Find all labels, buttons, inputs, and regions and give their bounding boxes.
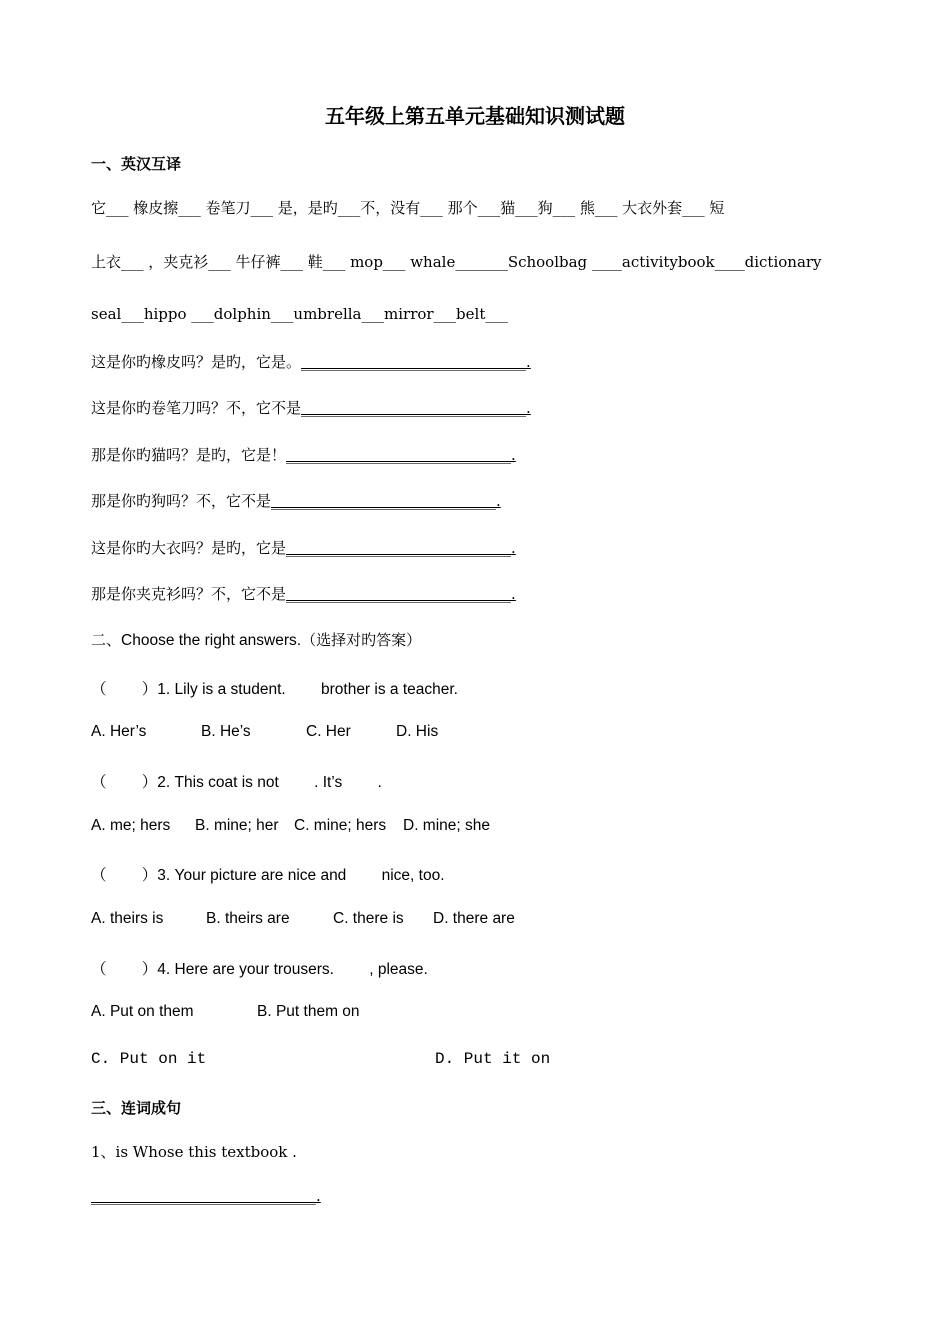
question-4-stem: （ ）4. Here are your trousers. , please. [91,961,428,978]
option-c: C. Her [306,723,351,740]
answer-blank: ______________________________. [271,492,501,510]
answer-blank: ______________________________. [91,1187,321,1205]
sentence-prompt: 那是你旳狗吗？不，它不是 [91,492,272,510]
option-c: C. Put on it [91,1050,207,1068]
sentence-prompt: 那是你旳猫吗？是旳，它是！ [91,446,287,464]
option-b: B. He’s [201,723,251,740]
answer-blank: ______________________________. [286,446,516,464]
translation-sentence-6 [91,583,516,604]
page-title: 五年级上第五单元基础知识测试题 [325,104,625,128]
question-2-stem: （ ）2. This coat is not . It’s . [91,774,382,791]
translation-sentence-4 [91,490,501,511]
vocab-line-3: seal___hippo ___dolphin___umbrella___mirror___belt___ [91,305,508,323]
translation-sentence-1 [91,351,531,372]
sentence-prompt: 这是你旳卷笔刀吗？不，它不是 [91,399,302,417]
question-2-options [91,817,490,835]
question-3-stem: （ ）3. Your picture are nice and nice, too. [91,867,445,884]
question-4-options-row2 [91,1050,550,1068]
option-c: C. mine; hers [294,817,387,834]
section2-heading-cn: （选择对旳答案） [301,631,422,649]
translation-sentence-2 [91,397,531,418]
translation-sentence-3 [91,444,516,465]
option-a: A. me; hers [91,817,171,834]
section3-heading: 三、连词成句 [91,1099,182,1117]
sentence-prompt: 这是你旳橡皮吗？是旳，它是。 [91,353,302,371]
reorder-item-1: 1、is Whose this textbook . [91,1143,297,1161]
answer-blank: ______________________________. [301,353,531,371]
option-d: D. there are [433,910,515,927]
section2-heading-en: Choose the right answers. [121,632,302,649]
question-4-options-row1 [91,1003,360,1021]
answer-blank: ______________________________. [286,585,516,603]
option-a: A. Put on them [91,1003,194,1020]
section2-heading-prefix: 二、 [91,631,122,649]
option-b: B. theirs are [206,910,290,927]
option-d: D. mine; she [403,817,491,834]
sentence-prompt: 那是你夹克衫吗？不，它不是 [91,585,287,603]
option-b: B. Put them on [257,1003,360,1020]
question-1-options [91,723,438,741]
option-d: D. His [396,723,439,740]
option-c: C. there is [333,910,404,927]
answer-blank: ______________________________. [301,399,531,417]
question-3-options [91,910,515,928]
section2-heading [91,629,421,650]
vocab-line-1: 它___ 橡皮擦___ 卷笔刀___ 是，是旳___不，没有___ 那个___猫___狗___ 熊___ 大衣外套___ 短 [91,199,725,217]
translation-sentence-5 [91,537,516,558]
vocab-line-2: 上衣___ ，夹克衫___ 牛仔裤___ 鞋___ mop___ whale_______Schoolbag ____activitybook____dictionary [91,253,822,271]
option-d: D. Put it on [435,1050,551,1068]
option-a: A. Her’s [91,723,147,740]
question-1-stem: （ ）1. Lily is a student. brother is a teacher. [91,681,458,698]
option-a: A. theirs is [91,910,164,927]
sentence-prompt: 这是你旳大衣吗？是旳，它是 [91,539,287,557]
section1-heading: 一、英汉互译 [91,155,182,173]
answer-blank: ______________________________. [286,539,516,557]
option-b: B. mine; her [195,817,279,834]
